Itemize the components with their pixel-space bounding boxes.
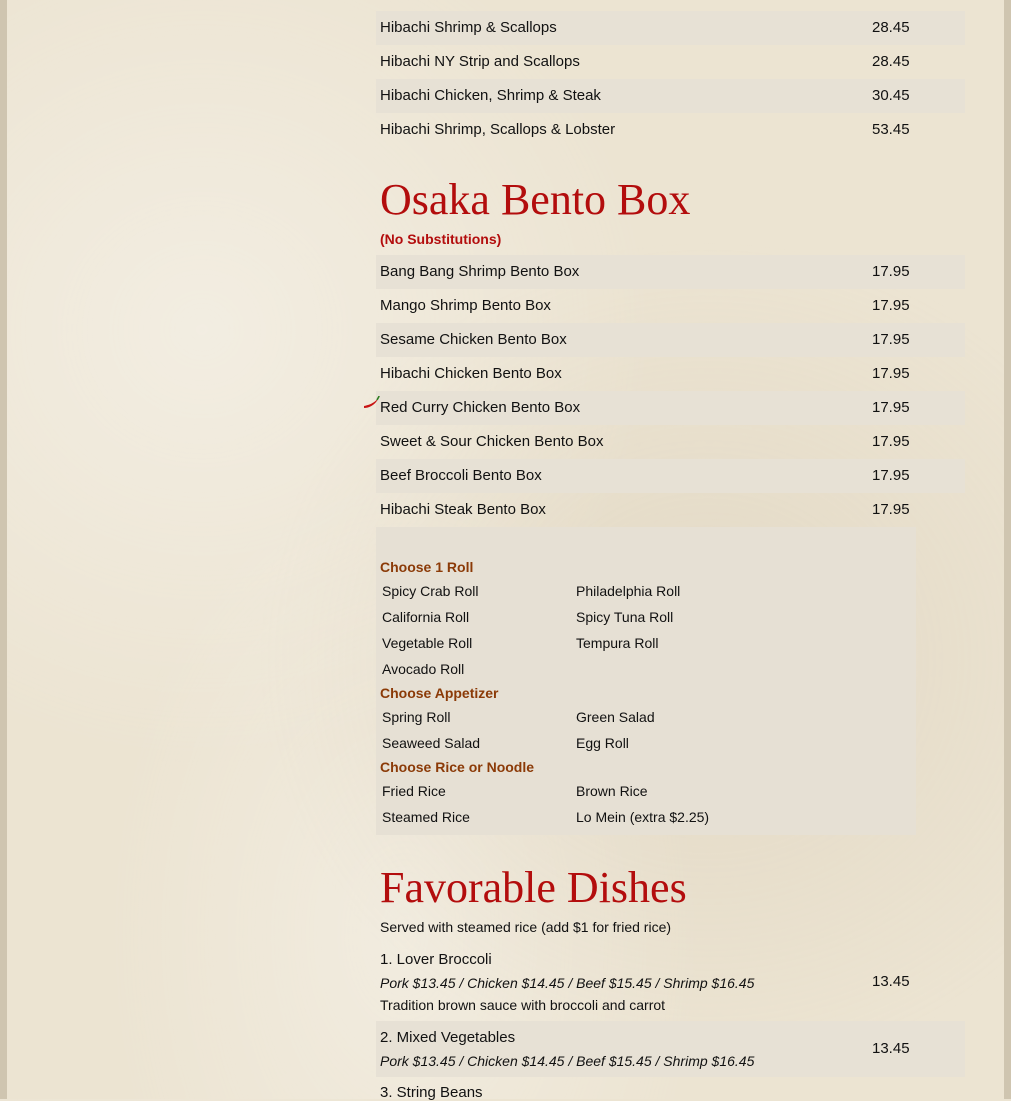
item-name: Bang Bang Shrimp Bento Box	[380, 263, 580, 280]
item-price: 28.45	[872, 53, 910, 70]
menu-row	[376, 459, 965, 493]
dish-price: 13.45	[872, 973, 910, 990]
dish-title: 2. Mixed Vegetables	[380, 1029, 516, 1046]
option-item: Lo Mein (extra $2.25)	[576, 809, 710, 825]
option-item: Brown Rice	[576, 783, 648, 799]
item-name: Hibachi Chicken, Shrimp & Steak	[380, 87, 601, 104]
option-item: California Roll	[382, 609, 470, 625]
item-name-text: Red Curry Chicken Bento Box	[380, 399, 581, 416]
menu-row	[376, 11, 965, 45]
option-item: Steamed Rice	[382, 809, 470, 825]
item-price: 17.95	[872, 501, 910, 518]
menu-row	[376, 357, 965, 391]
menu-row	[376, 113, 965, 147]
item-name: Hibachi Shrimp, Scallops & Lobster	[380, 121, 616, 138]
item-name: Hibachi NY Strip and Scallops	[380, 53, 580, 70]
menu-row	[376, 425, 965, 459]
option-item: Spring Roll	[382, 709, 451, 725]
option-item: Egg Roll	[576, 735, 629, 751]
dish-title: 1. Lover Broccoli	[380, 951, 492, 968]
section-title-favorable: Favorable Dishes	[380, 863, 687, 912]
menu-row	[376, 255, 965, 289]
dish-title: 3. String Beans	[380, 1084, 483, 1101]
page-right-border	[1004, 0, 1011, 1099]
item-price: 17.95	[872, 297, 910, 314]
item-name: Hibachi Shrimp & Scallops	[380, 19, 557, 36]
item-price: 17.95	[872, 433, 910, 450]
bento-options-panel	[376, 527, 916, 835]
option-item: Tempura Roll	[576, 635, 659, 651]
menu-row	[376, 323, 965, 357]
dish-price-options: Pork $13.45 / Chicken $14.45 / Beef $15.45 / Shrimp $16.45	[380, 1053, 755, 1069]
option-item: Vegetable Roll	[382, 635, 473, 651]
item-name	[380, 399, 580, 416]
option-item: Fried Rice	[382, 783, 446, 799]
option-item: Spicy Crab Roll	[382, 583, 479, 599]
option-heading-appetizer: Choose Appetizer	[380, 685, 499, 701]
item-price: 28.45	[872, 19, 910, 36]
dish-price-options: Pork $13.45 / Chicken $14.45 / Beef $15.45 / Shrimp $16.45	[380, 975, 755, 991]
dish-price: 13.45	[872, 1040, 910, 1057]
menu-row	[376, 493, 965, 527]
section-note-favorable: Served with steamed rice (add $1 for fried rice)	[380, 919, 672, 935]
option-item: Green Salad	[576, 709, 655, 725]
page-left-border	[0, 0, 7, 1099]
section-title-bento: Osaka Bento Box	[380, 175, 691, 224]
chili-pepper-icon	[362, 395, 380, 411]
menu-row	[376, 289, 965, 323]
option-heading-rice: Choose Rice or Noodle	[380, 759, 535, 775]
menu-row	[376, 79, 965, 113]
item-price: 53.45	[872, 121, 910, 138]
item-name: Hibachi Chicken Bento Box	[380, 365, 562, 382]
item-name: Mango Shrimp Bento Box	[380, 297, 551, 314]
menu-row	[376, 45, 965, 79]
option-heading-roll: Choose 1 Roll	[380, 559, 474, 575]
item-price: 17.95	[872, 399, 910, 416]
item-name: Hibachi Steak Bento Box	[380, 501, 546, 518]
item-price: 17.95	[872, 263, 910, 280]
item-name: Sweet & Sour Chicken Bento Box	[380, 433, 604, 450]
item-price: 30.45	[872, 87, 910, 104]
menu-row	[376, 391, 965, 425]
item-name: Sesame Chicken Bento Box	[380, 331, 567, 348]
option-item: Philadelphia Roll	[576, 583, 681, 599]
item-price: 17.95	[872, 331, 910, 348]
option-item: Avocado Roll	[382, 661, 465, 677]
section-note-bento: (No Substitutions)	[380, 231, 502, 247]
dish-description: Tradition brown sauce with broccoli and carrot	[380, 997, 666, 1013]
option-item: Seaweed Salad	[382, 735, 481, 751]
item-name: Beef Broccoli Bento Box	[380, 467, 542, 484]
item-price: 17.95	[872, 365, 910, 382]
item-price: 17.95	[872, 467, 910, 484]
option-item: Spicy Tuna Roll	[576, 609, 674, 625]
